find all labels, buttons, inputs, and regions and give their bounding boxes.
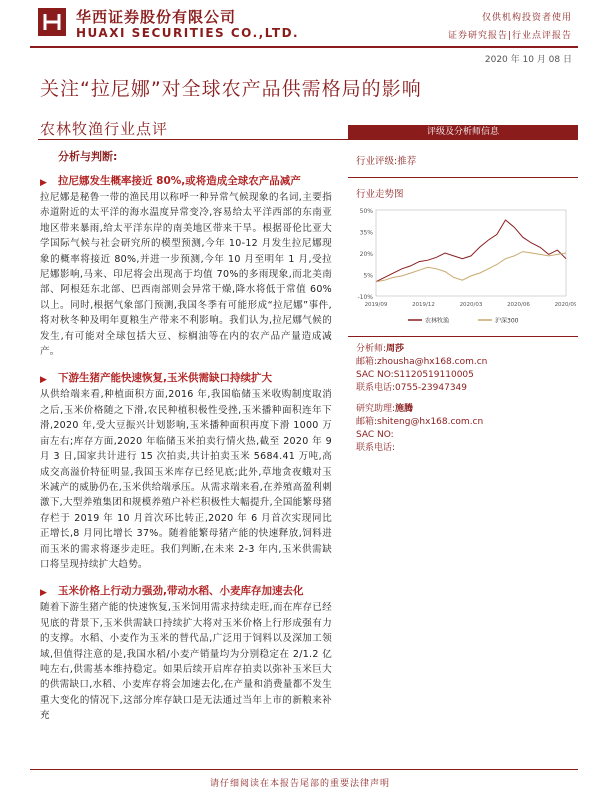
- legend-label: 农林牧渔: [425, 317, 450, 325]
- report-title: 关注“拉尼娜”对全球农产品供需格局的影响: [40, 78, 422, 100]
- y-tick-label: 50%: [359, 208, 373, 215]
- assistant-email: 邮箱:shiteng@hx168.com.cn: [356, 417, 484, 427]
- section-heading-corn-price: [40, 582, 332, 600]
- company-name-en: HUAXI SECURITIES CO.,LTD.: [76, 26, 300, 40]
- sidebar-divider: [348, 177, 578, 178]
- y-tick-label: 20%: [359, 251, 373, 258]
- section-body-corn-price: 随着下游生猪产能的快速恢复,玉米饲用需求持续走旺,而在库存已经见底的背景下,玉米供需缺口持续扩大将对玉米价格上行形成强有力的支撑。水稻、小麦作为玉米的替代品,广泛用于饲料以及深加工领域,但值得注意的是,我国水稻/小麦产销量均为分别稳定在 2/1.2 亿吨左右,供需基本维持稳定。如果后续开启库存拍卖以弥补玉米巨大的供需缺口,水稻、小麦库存将会加速去化,在产量和消费量都不发生重大变化的情况下,这部分库存缺口是无法通过当年上市的新粮来补充: [40, 602, 332, 722]
- analyst-name: 周莎: [386, 344, 405, 354]
- analyst-sac: SAC NO:S1120519110005: [356, 370, 474, 380]
- y-tick-label: 35%: [359, 229, 373, 237]
- trend-chart-label: 行业走势图: [356, 189, 404, 200]
- legend-label: 沪深300: [495, 317, 519, 325]
- x-tick-label: 2019/12: [412, 302, 435, 308]
- section-heading-hog: [40, 369, 332, 387]
- sidebar: [348, 125, 578, 455]
- industry-rating: 行业评级:推荐: [356, 156, 417, 167]
- audience-note: 仅供机构投资者使用: [481, 13, 572, 23]
- triangle-bullet-icon: ▶: [40, 375, 47, 386]
- trend-chart: [350, 204, 576, 332]
- trend-chart-svg: [350, 204, 576, 332]
- y-tick-label: 5%: [363, 272, 373, 280]
- assistant-name: 施腾: [395, 404, 414, 414]
- section-heading-lanina: [40, 172, 332, 190]
- assistant-sac: SAC NO:: [356, 430, 394, 440]
- header-divider: [30, 46, 578, 48]
- x-tick-label: 2020/06: [507, 302, 530, 308]
- footer-divider: [30, 769, 578, 770]
- analysis-heading: 分析与判断:: [58, 150, 118, 163]
- section-heading-text: 玉米价格上行动力强劲,带动水稻、小麦库存加速去化: [58, 585, 304, 598]
- analyst-phone: 联系电话:0755-23947349: [356, 383, 467, 393]
- analyst-role: 分析师:: [356, 344, 387, 354]
- company-name-cn: 华西证券股份有限公司: [76, 8, 237, 26]
- section-heading-text: 下游生猪产能快速恢复,玉米供需缺口持续扩大: [58, 372, 272, 385]
- analyst-block: [356, 343, 578, 455]
- report-date: 2020 年 10 月 08 日: [484, 55, 572, 65]
- x-tick-label: 2019/09: [364, 302, 388, 308]
- analysis-column: [40, 148, 332, 724]
- x-tick-label: 2020/03: [459, 302, 483, 308]
- x-tick-label: 2020/09: [554, 302, 576, 308]
- section-body-hog: 从供给端来看,种植面积方面,2016 年,我国临储玉米收购制度取消之后,玉米价格随之下滑,农民种植积极性受挫,玉米播种面积连年下滑,2020 年,受大豆振兴计划影响,玉米播种面积再度下滑 1000 万亩左右;库存方面,2020 年临储玉米拍卖行情火热,截至 2020 年 9 月 3 日,国家共计进行 15 次拍卖,共计拍卖玉米 5684.41 万吨,高成交高溢价特征明显,我国玉米库存已经见底;此外,草地贪夜蛾对玉米减产的威胁仍在,玉米供给端承压。从需求端来看,在养殖高盈利刺激下,大型养殖集团和规模养殖户补栏积极性大幅提升,全国能繁母猪存栏于 2019 年 10 月首次环比转正,2020 年 6 月首次实现同比正增长,8 月同比增长 37%。随着能繁母猪产能的快速释放,饲料进而玉米的需求将逐步走旺。我们判断,在未来 2-3 年内,玉米供需缺口将呈现持续扩大趋势。: [40, 389, 332, 570]
- analyst-email: 邮箱:zhousha@hx168.com.cn: [356, 357, 488, 367]
- sidebar-divider: [348, 336, 578, 337]
- assistant-phone: 联系电话:: [356, 443, 396, 453]
- huaxi-logo-icon: [36, 6, 68, 38]
- y-tick-label: -10%: [357, 294, 373, 301]
- triangle-bullet-icon: ▶: [40, 588, 47, 599]
- section-heading-text: 拉尼娜发生概率接近 80%,或将造成全球农产品减产: [58, 175, 301, 187]
- series-line-0: [376, 220, 566, 282]
- assistant-role: 研究助理:: [356, 404, 396, 414]
- legal-notice: 请仔细阅读在本报告尾部的重要法律声明: [209, 779, 390, 789]
- section-body-lanina: 拉尼娜是秘鲁一带的渔民用以称呼一种异常气候现象的名词,主要指赤道附近的太平洋的海水温度异常变冷,容易给太平洋西部的东南亚地区带来暴雨,给太平洋东岸的南美地区带来干旱。根据哥伦比亚大学国际气候与社会研究所的模型预测,今年 10-12 月发生拉尼娜现象的概率将接近 80%,并进一步预测,今年 10 月至明年 1 月,受拉尼娜影响,马来、印尼将会出现高于均值 70%的多雨现象,而北美南部、阿根廷东北部、巴西南部则会异常干燥,降水将低于常值 60%以上。同时,根据气象部门预测,我国冬季有可能形成“拉尼娜”事件,将对秋冬种及明年夏粮生产带来不利影响。我们认为,拉尼娜气候的发生,有可能对全球包括大豆、棕榈油等在内的农产品产量造成减产。: [40, 192, 332, 358]
- report-subtitle: 农林牧渔行业点评: [40, 120, 169, 138]
- chart-plot-frame: [376, 210, 566, 296]
- sidebar-header: 评级及分析师信息: [348, 125, 578, 139]
- triangle-bullet-icon: ▶: [40, 178, 47, 188]
- report-type: 证券研究报告|行业点评报告: [447, 31, 572, 41]
